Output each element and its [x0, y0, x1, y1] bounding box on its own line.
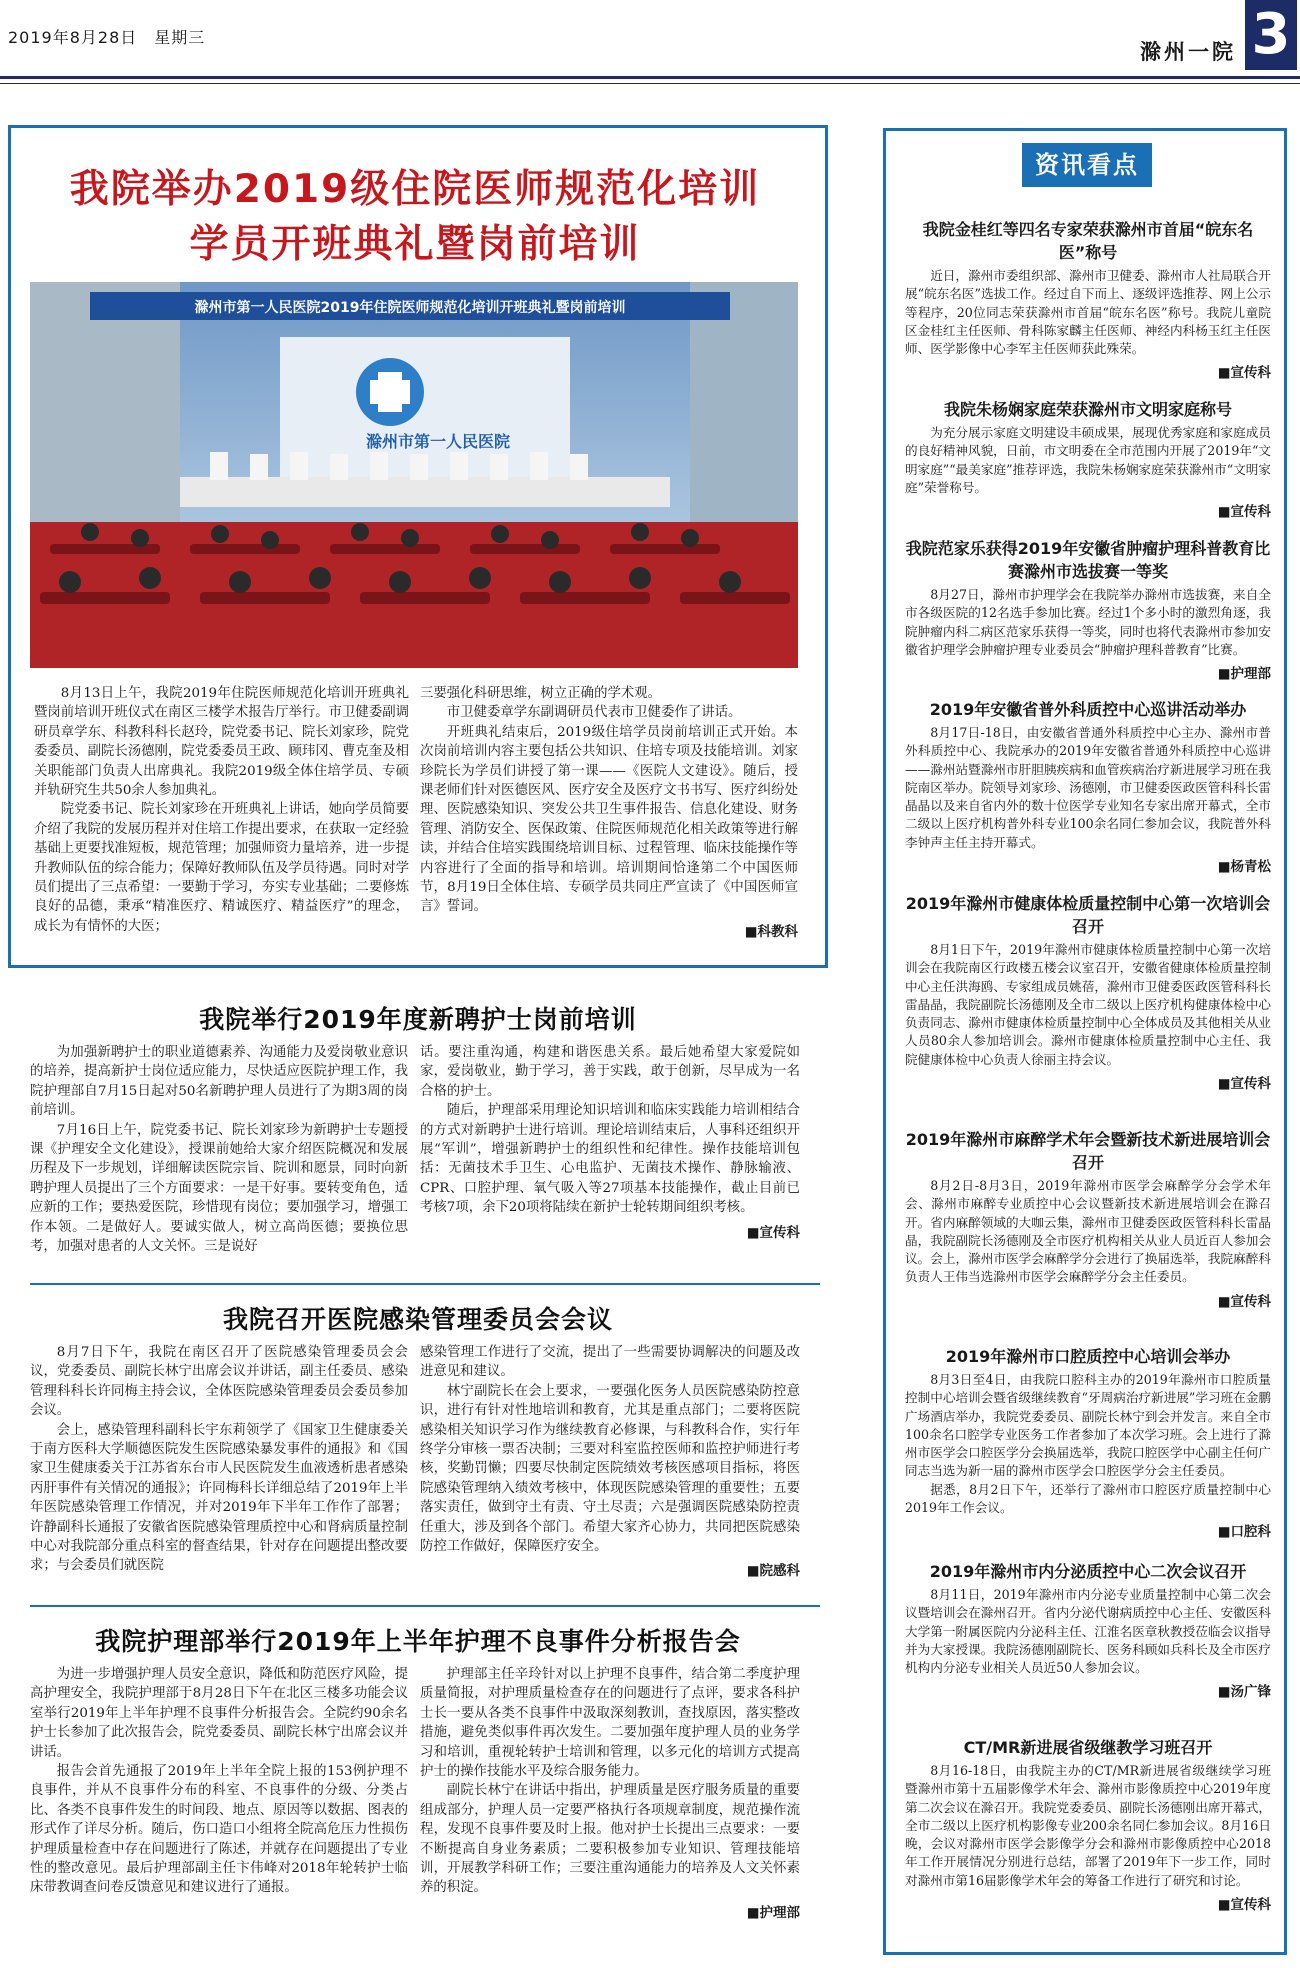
lead-col1: [34, 684, 409, 936]
source-tag: ■ 院感科: [420, 1559, 800, 1579]
paragraph: 报告会首先通报了2019年上半年全院上报的153例护理不良事件，并从不良事件分布的科室、不良事件的分级、分类占比、各类不良事件发生的时间段、地点、原因等以数据、图表的形式作了详尽分析。随后，伤口造口小组将全院高危压力性损伤护理质量检查中存在问题进行了陈述，并就存在问题提出了专业性的整改意见。最后护理部副主任卞伟峰对2018年轮转护士临床带教调查问卷反馈意见和建议进行了通报。: [30, 1764, 408, 1896]
article2-title: 我院举行2019年度新聘护士岗前培训: [199, 1005, 637, 1034]
header-rule: [0, 76, 1300, 79]
source-tag: ■ 宣传科: [420, 1221, 800, 1241]
article3-col2: [420, 1343, 800, 1579]
lead-title-line1: 我院举办2019级住院医师规范化培训: [69, 167, 761, 212]
photo-screen-text: 滁州市第一人民医院: [365, 432, 511, 451]
paragraph: 林宁副院长在会上要求，一要强化医务人员医院感染防控意识，进行有针对性地培训和教育，尤其是重点部门；二要将医院感染相关知识学习作为继续教育必修课，与科教科合作，实行年终学分审核一票否决制；三要对科室监控医师和监控护师进行考核，奖勤罚懒；四要尽快制定医院绩效考核医感项目指标，将医院感染管理纳入绩效考核中，体现医院感染管理的重要性；五要落实责任，做到守土有责、守土尽责；六是强调医院感染防控责任重大，涉及到各个部门。希望大家齐心协力，共同把医院感染防控工作做好，保障医疗安全。: [420, 1383, 800, 1555]
article4-col2: [420, 1665, 800, 1921]
paragraph: 会上，感染管理科副科长宇东莉领学了《国家卫生健康委关于南方医科大学顺德医院发生医院感染暴发事件的通报》和《国家卫生健康委关于江苏省东台市人民医院发生血液透析患者感染丙肝事件有关情况的通报》；许同梅科长详细总结了2019年上半年医院感染管理工作情况，并对2019年下半年工作作了部署；许静副科长通报了安徽省医院感染管理质控中心和肾病质量控制中心对我院部分重点科室的督查结果，针对存在问题提出整改要求；与会委员们就医院: [30, 1422, 408, 1574]
sidebar-badge: 资讯看点: [1022, 143, 1152, 187]
paragraph: 8月2日-8月3日，2019年滁州市医学会麻醉学分会学术年会、滁州市麻醉专业质控中心会议暨新技术新进展培训会在滁召开。省内麻醉领域的大咖云集，滁州市卫健委医政医管科科长雷晶晶，我院副院长汤德刚及全市医疗机构相关从业人员近百人参加会议。会上，滁州市医学会麻醉学分会进行了换届选举，我院麻醉科负责人王伟当选滁州市医学会麻醉学分会主任委员。: [905, 1178, 1271, 1285]
sidebar-item-title: 2019年滁州市麻醉学术年会暨新技术新进展培训会召开: [905, 1130, 1271, 1172]
sidebar-item-title: 2019年滁州市口腔质控中心培训会举办: [945, 1347, 1231, 1366]
article2-col2: [420, 1043, 800, 1241]
article4-col1: [30, 1665, 408, 1898]
source-tag: ■ 护理部: [420, 1901, 800, 1921]
paragraph: 8月1日下午，2019年滁州市健康体检质量控制中心第一次培训会在我院南区行政楼五楼会议室召开，安徽省健康体检质量控制中心主任洪海鸥、专家组成员姚蓓，滁州市卫健委医政医管科科长雷晶晶，我院副院长汤德刚及全市二级以上医疗机构健康体检中心负责同志、滁州市健康体检质量控制中心全体成员及其他相关从业人员80余人参加培训会。滁州市健康体检质量控制中心主任、我院健康体检中心负责人徐丽主持会议。: [905, 942, 1271, 1067]
page-number: 3: [1245, 0, 1297, 70]
sidebar-item: [905, 537, 1271, 682]
paragraph: 8月27日，滁州市护理学会在我院举办滁州市选拔赛，来自全市各级医院的12名选手参加比赛。经过1个多小时的激烈角逐，我院肿瘤内科二病区范家乐获得一等奖，同时也将代表滁州市参加安徽省护理学会肿瘤护理专业委员会“肿瘤护理科普教育”比赛。: [905, 587, 1271, 657]
source-tag: ■ 口腔科: [905, 1520, 1271, 1540]
paragraph: 副院长林宁在讲话中指出，护理质量是医疗服务质量的重要组成部分，护理人员一定要严格执行各项规章制度，规范操作流程，发现不良事件要及时上报。他对护士长提出三点要求：一要不断提高自身业务素质；二要积极参加专业知识、管理技能培训，开展教学科研工作；三要注重沟通能力的培养及人文关怀素养的积淀。: [420, 1783, 800, 1896]
sidebar-item-title: 2019年安徽省普外科质控中心巡讲活动举办: [929, 700, 1247, 719]
photo-banner-text: 滁州市第一人民医院2019年住院医师规范化培训开班典礼暨岗前培训: [194, 300, 626, 316]
source-tag: ■ 宣传科: [905, 500, 1271, 520]
sidebar-item-title: 2019年滁州市内分泌质控中心二次会议召开: [929, 1562, 1247, 1581]
article4-title: 我院护理部举行2019年上半年护理不良事件分析报告会: [95, 1627, 741, 1656]
paragraph: 三要强化科研思维，树立正确的学术观。: [420, 686, 662, 701]
paragraph: 开班典礼结束后，2019级住培学员岗前培训正式开始。本次岗前培训内容主要包括公共知识、住培专项及技能培训。刘家珍院长为学员们讲授了第一课——《医院人文建设》。随后，授课老师们针对医德医风、医疗安全及医疗文书书写、医疗纠纷处理、医院感染知识、突发公共卫生事件报告、信息化建设、财务管理、消防安全、医保政策、住院医师规范化相关政策等进行解读，并结合住培实践围绕培训目标、过程管理、临床技能操作等内容进行了全面的指导和培训。培训期间恰逢第二个中国医师节，8月19日全体住培、专硕学员共同庄严宣读了《中国医师宣言》誓词。: [420, 724, 798, 915]
paragraph: 据悉，8月2日下午，还举行了滁州市口腔医疗质量控制中心2019年工作会议。: [905, 1481, 1271, 1516]
paragraph: 8月7日下午，我院在南区召开了医院感染管理委员会会议，党委委员、副院长林宁出席会议并讲话，副主任委员、感染管理科科长许同梅主持会议，全体医院感染管理委员会委员参加会议。: [30, 1345, 408, 1419]
article3-title: 我院召开医院感染管理委员会会议: [222, 1305, 613, 1334]
sidebar-item: [905, 1736, 1271, 1913]
paragraph: 7月16日上午，院党委书记、院长刘家珍为新聘护士专题授课《护理安全文化建设》，授课前她给大家介绍医院概况和发展历程及下一步规划，详细解读医院宗旨、院训和愿景，同时向新聘护理人员提出了三个方面要求：一是干好事。要转变角色，适应新的工作；要热爱医院，珍惜现有岗位；要加强学习，增强工作本领。二是做好人。要诚实做人，树立高尚医德；要换位思考，加强对患者的人文关怀。三是说好: [30, 1122, 408, 1255]
sidebar-item-title: 2019年滁州市健康体检质量控制中心第一次培训会召开: [905, 894, 1271, 936]
paragraph: 市卫健委章学东副调研员代表市卫健委作了讲话。: [446, 705, 742, 721]
source-tag: ■ 宣传科: [905, 361, 1271, 381]
sidebar-item-title: 我院范家乐获得2019年安徽省肿瘤护理科普教育比赛滁州市选拔赛一等奖: [905, 539, 1271, 581]
article2-col1: [30, 1043, 408, 1256]
paragraph: 8月16-18日，由我院主办的CT/MR新进展省级继续学习班暨滁州市第十五届影像学术年会、滁州市影像质控中心2019年度第二次会议在滁召开。我院党委委员、副院长汤德刚出席开幕式，全市二级以上医疗机构影像专业200余名同仁参加会议。8月16日晚，会议对滁州市医学会影像学分会和滁州市影像质控中心2018年工作开展情况分别进行总结，部署了2019年下一步工作，同时对滁州市第16届影像学术年会的筹备工作进行了研究和讨论。: [905, 1763, 1271, 1888]
paragraph: 8月13日上午，我院2019年住院医师规范化培训开班典礼暨岗前培训开班仪式在南区三楼学术报告厅举行。市卫健委副调研员章学东、科教科科长赵玲，院党委书记、院长刘家珍，院党委委员、副院长汤德刚，院党委委员王政、顾玮冈、曹克奎及相关职能部门负责人出席典礼。我院2019级全体住培学员、专硕并轨研究生共50余人参加典礼。: [34, 686, 409, 799]
lead-photo: [30, 282, 798, 668]
sidebar-item: [905, 892, 1271, 1092]
lead-col2: [420, 684, 798, 940]
source-tag: ■ 宣传科: [905, 1072, 1271, 1092]
paragraph: 8月11日，2019年滁州市内分泌专业质量控制中心第二次会议暨培训会在滁州召开。省内分泌代谢病质控中心主任、安徽医科大学第一附属医院内分泌科主任、江淮名医章秋教授莅临会议指导并为大家授课。我院汤德刚副院长、医务科顾如兵科长及全市医疗机构内分泌专业相关人员近50人参加会议。: [905, 1587, 1271, 1676]
sidebar-item: [905, 1345, 1271, 1540]
paragraph: 话。要注重沟通，构建和谐医患关系。最后她希望大家爱院如家，爱岗敬业，勤于学习，善于实践，敢于创新，尽早成为一名合格的护士。: [420, 1045, 800, 1099]
sidebar-item: [905, 1560, 1271, 1700]
lead-title-line2: 学员开班典礼暨岗前培训: [189, 222, 641, 267]
paragraph: 为充分展示家庭文明建设丰硕成果，展现优秀家庭和家庭成员的良好精神风貌，日前，市文明委在全市范围内开展了2019年“文明家庭”“最美家庭”推荐评选，我院朱杨娴家庭荣获滁州市“文明家庭”荣誉称号。: [905, 425, 1271, 495]
sidebar-item: [905, 398, 1271, 520]
source-tag: ■ 宣传科: [905, 1893, 1271, 1913]
article3-col1: [30, 1343, 408, 1576]
paragraph: 护理部主任辛玲针对以上护理不良事件，结合第二季度护理质量简报，对护理质量检查存在的问题进行了点评，要求各科护士长一要从各类不良事件中汲取深刻教训，查找原因，落实整改措施，避免类似事件再次发生。二要加强年度护理人员的业务学习和培训，重视轮转护士培训和管理，以多元化的培训方式提高护士的操作技能水平及综合服务能力。: [420, 1667, 800, 1780]
paragraph: 为加强新聘护士的职业道德素养、沟通能力及爱岗敬业意识的培养，提高新护士岗位适应能力，尽快适应医院护理工作，我院护理部自7月15日起对50名新聘护理人员进行了为期3周的岗前培训。: [30, 1045, 408, 1119]
paragraph: 感染管理工作进行了交流，提出了一些需要协调解决的问题及改进意见和建议。: [420, 1345, 800, 1380]
paragraph: 8月17日-18日，由安徽省普通外科质控中心主办、滁州市普外科质控中心、我院承办的2019年安徽省普通外科质控中心巡讲——滁州站暨滁州市肝胆胰疾病和血管疾病治疗新进展学习班在我院南区举办。院领导刘家珍、汤德刚，市卫健委医政医管科科长雷晶晶以及来自省内外的数十位医学专业知名专家出席开幕式，全市二级以上医疗机构普外科专业100余名同仁参加会议，我院普外科李钟声主任主持开幕式。: [905, 725, 1271, 850]
header-rule-thin: [0, 83, 1300, 84]
paragraph: 8月3日至4日，由我院口腔科主办的2019年滁州市口腔质量控制中心培训会暨省级继续教育“牙周病治疗新进展”学习班在金鹏广场酒店举办，我院党委委员、副院长林宁到会并发言。来自全市100余名口腔学专业医务工作者参加了本次学习班。会上进行了滁州市医学会口腔医学分会换届选举，我院口腔医学中心副主任何广同志当选为新一届的滁州市医学会口腔医学分会主任委员。: [905, 1372, 1271, 1479]
paragraph: 随后，护理部采用理论知识培训和临床实践能力培训相结合的方式对新聘护士进行培训。理论培训结束后，人事科还组织开展“军训”，增强新聘护士的组织性和纪律性。操作技能培训包括：无菌技术手卫生、心电监护、无菌技术操作、静脉输液、CPR、口腔护理、氧气吸入等27项基本技能操作，截止目前已考核7项，余下20项将陆续在新护士轮转期间组织考核。: [420, 1103, 800, 1216]
sidebar-item-title: CT/MR新进展省级继教学习班召开: [963, 1738, 1213, 1757]
source-tag: ■ 护理部: [905, 662, 1271, 682]
sidebar-item: [905, 218, 1271, 381]
auditorium-photo: [30, 282, 798, 668]
issue-date: 2019年8月28日 星期三: [8, 28, 206, 47]
paragraph: 院党委书记、院长刘家珍在开班典礼上讲话，她向学员简要介绍了我院的发展历程并对住培工作提出要求，在获取一定经验基础上更要找准短板，规范管理；加强师资力量培养，进一步提升教师队伍的综合能力；保障好教师队伍及学员待遇。同时对学员们提出了三点希望：一要勤于学习，夯实专业基础；二要修炼良好的品德，秉承“精准医疗、精诚医疗、精益医疗”的理念，成长为有情怀的大医；: [34, 802, 409, 934]
source-tag: ■ 宣传科: [905, 1290, 1271, 1310]
paragraph: 为进一步增强护理人员安全意识，降低和防范医疗风险，提高护理安全，我院护理部于8月28日下午在北区三楼多功能会议室举行2019年上半年护理不良事件分析报告会。全院约90余名护士长参加了此次报告会，院党委委员、副院长林宁出席会议并讲话。: [30, 1667, 408, 1760]
divider: [30, 1283, 820, 1285]
source-tag: ■ 汤广锋: [905, 1680, 1271, 1700]
source-tag: ■ 科教科: [420, 920, 798, 940]
sidebar-item: [905, 1128, 1271, 1310]
source-tag: ■ 杨青松: [905, 855, 1271, 875]
sidebar-item-title: 我院金桂红等四名专家荣获滁州市首届“皖东名医”称号: [922, 220, 1254, 262]
sidebar-item: [905, 698, 1271, 875]
sidebar-item-title: 我院朱杨娴家庭荣获滁州市文明家庭称号: [943, 400, 1232, 419]
paper-name: 滁州一院: [1140, 40, 1236, 64]
paragraph: 近日，滁州市委组织部、滁州市卫健委、滁州市人社局联合开展“皖东名医”选拔工作。经过自下而上、逐级评选推荐、网上公示等程序，20位同志荣获滁州市首届“皖东名医”称号。我院儿童院区金桂红主任医师、骨科陈家麟主任医师、神经内科杨玉红主任医师、医学影像中心李军主任医师获此殊荣。: [905, 268, 1271, 357]
divider: [30, 1605, 820, 1607]
